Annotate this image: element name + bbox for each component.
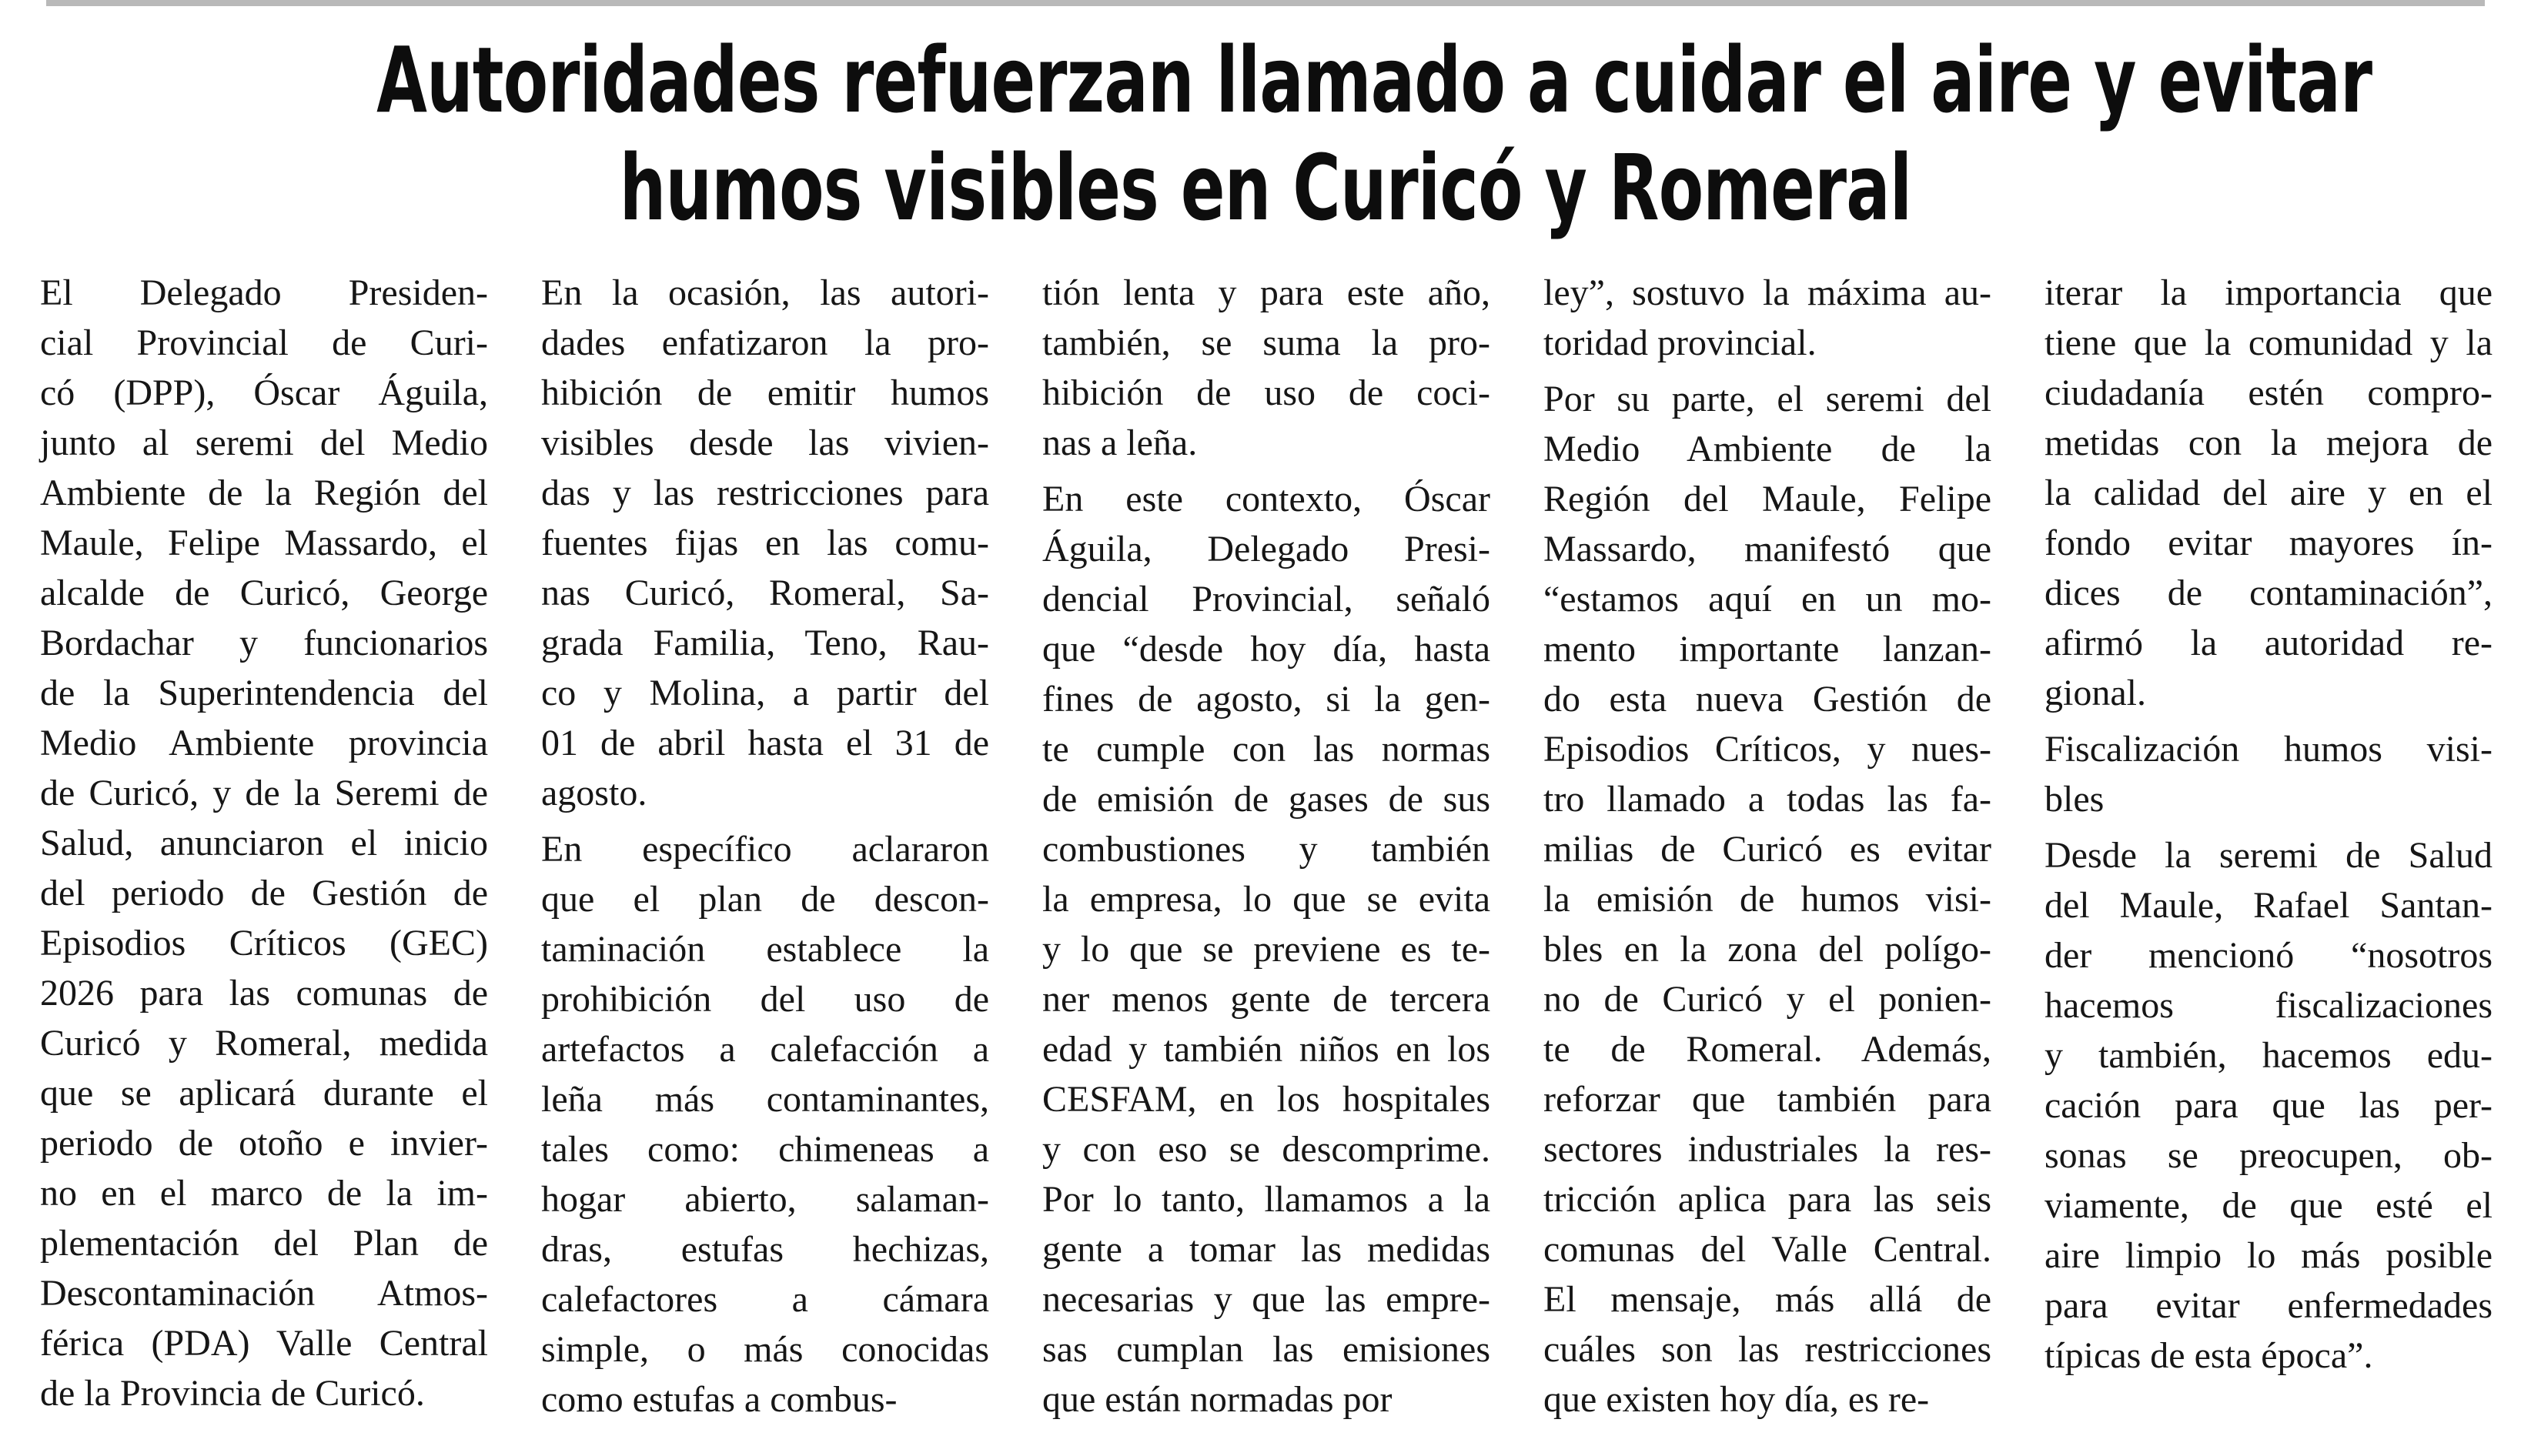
text-line: que existen hoy día, es re- [1543, 1379, 1930, 1420]
text-line: dades enfatizaron la pro- [541, 322, 989, 363]
paragraph [541, 824, 989, 1424]
paragraph [2045, 830, 2493, 1381]
text-line: que se aplicará durante el [40, 1073, 488, 1114]
article-column-3 [1042, 268, 1490, 1431]
text-line: CESFAM, en los hospitales [1042, 1079, 1490, 1120]
text-line: que “desde hoy día, hasta [1042, 629, 1490, 670]
text-line: 2026 para las comunas de [40, 973, 488, 1014]
paragraph [1543, 268, 1991, 368]
text-line: bles en la zona del polígo- [1543, 929, 1991, 970]
text-line: y con eso se descomprime. [1042, 1129, 1490, 1170]
article-column-5 [2045, 268, 2493, 1387]
text-line: iterar la importancia que [2045, 272, 2493, 313]
text-line: taminación establece la [541, 929, 989, 970]
text-line: dices de contaminación”, [2045, 573, 2493, 613]
text-line: gional. [2045, 673, 2146, 713]
text-line: Bordachar y funcionarios [40, 623, 488, 663]
article-column-2 [541, 268, 989, 1431]
text-line: sas cumplan las emisiones [1042, 1329, 1490, 1370]
text-line: de emisión de gases de sus [1042, 779, 1490, 820]
text-line: Medio Ambiente de la [1543, 429, 1991, 469]
text-line: como estufas a combus- [541, 1379, 898, 1420]
text-line: comunas del Valle Central. [1543, 1229, 1991, 1270]
text-line: también, se suma la pro- [1042, 322, 1490, 363]
text-line: fondo evitar mayores ín- [2045, 523, 2493, 563]
text-line: hibición de emitir humos [541, 372, 989, 413]
text-line: dencial Provincial, señaló [1042, 579, 1490, 619]
text-line: Episodios Críticos, y nues- [1543, 729, 1991, 770]
text-line: alcalde de Curicó, George [40, 573, 488, 613]
text-line: ciudadanía estén compro- [2045, 372, 2493, 413]
article-column-4 [1543, 268, 1991, 1431]
text-line: de la Provincia de Curicó. [40, 1373, 425, 1414]
text-line: Medio Ambiente provincia [40, 723, 488, 763]
text-line: la emisión de humos visi- [1543, 879, 1991, 920]
text-line: dras, estufas hechizas, [541, 1229, 989, 1270]
text-line: El mensaje, más allá de [1543, 1279, 1991, 1320]
text-line: cial Provincial de Curi- [40, 322, 488, 363]
text-line: milias de Curicó es evitar [1543, 829, 1991, 870]
text-line: der mencionó “nosotros [2045, 935, 2493, 976]
paragraph [2045, 724, 2493, 824]
text-line: combustiones y también [1042, 829, 1490, 870]
text-line: del Maule, Rafael Santan- [2045, 885, 2493, 926]
text-line: prohibición del uso de [541, 979, 989, 1020]
text-line: junto al seremi del Medio [40, 422, 488, 463]
paragraph [541, 268, 989, 818]
text-line: ley”, sostuvo la máxima au- [1543, 272, 1991, 313]
headline-line-2: humos visibles en Curicó y Romeral [619, 135, 1912, 241]
text-line: de Curicó, y de la Seremi de [40, 773, 488, 813]
text-line: Águila, Delegado Presi- [1042, 529, 1490, 569]
text-line: que el plan de descon- [541, 879, 989, 920]
text-line: que están normadas por [1042, 1379, 1393, 1420]
text-line: ner menos gente de tercera [1042, 979, 1490, 1020]
text-line: Episodios Críticos (GEC) [40, 923, 488, 963]
paragraph [40, 268, 488, 1418]
text-line: gente a tomar las medidas [1042, 1229, 1490, 1270]
text-line: Ambiente de la Región del [40, 473, 488, 513]
text-line: mento importante lanzan- [1543, 629, 1991, 670]
paragraph [1543, 374, 1991, 1424]
text-line: hibición de uso de coci- [1042, 372, 1490, 413]
text-line: hogar abierto, salaman- [541, 1179, 989, 1220]
text-line: necesarias y que las empre- [1042, 1279, 1490, 1320]
paragraph [1042, 268, 1490, 468]
text-line: cuáles son las restricciones [1543, 1329, 1991, 1370]
text-line: co y Molina, a partir del [541, 673, 989, 713]
text-line: no de Curicó y el ponien- [1543, 979, 1991, 1020]
headline-line-1: Autoridades refuerzan llamado a cuidar el aire y evitar [376, 27, 2372, 133]
text-line: 01 de abril hasta el 31 de [541, 723, 989, 763]
text-line: del periodo de Gestión de [40, 873, 488, 913]
text-line: nas a leña. [1042, 422, 1198, 463]
text-line: tales como: chimeneas a [541, 1129, 989, 1170]
text-line: fines de agosto, si la gen- [1042, 679, 1490, 720]
text-line: la empresa, lo que se evita [1042, 879, 1490, 920]
top-rule [46, 0, 2485, 6]
text-line: Fiscalización humos visi- [2045, 729, 2493, 770]
text-line: leña más contaminantes, [541, 1079, 989, 1120]
text-line: no en el marco de la im- [40, 1173, 488, 1214]
paragraph [2045, 268, 2493, 718]
text-line: tiene que la comunidad y la [2045, 322, 2493, 363]
text-line: En la ocasión, las autori- [541, 272, 989, 313]
text-line: El Delegado Presiden- [40, 272, 488, 313]
text-line: Descontaminación Atmos- [40, 1273, 488, 1314]
article-column-1 [40, 268, 488, 1424]
text-line: periodo de otoño e invier- [40, 1123, 488, 1164]
text-line: En específico aclararon [541, 829, 989, 870]
article-headline [376, 26, 2372, 242]
text-line: hacemos fiscalizaciones [2045, 985, 2493, 1026]
text-line: Curicó y Romeral, medida [40, 1023, 488, 1064]
text-line: fuentes fijas en las comu- [541, 523, 989, 563]
text-line: para evitar enfermedades [2045, 1285, 2493, 1326]
text-line: plementación del Plan de [40, 1223, 488, 1264]
text-line: nas Curicó, Romeral, Sa- [541, 573, 989, 613]
text-line: cación para que las per- [2045, 1085, 2493, 1126]
text-line: Salud, anunciaron el inicio [40, 823, 488, 863]
text-line: calefactores a cámara [541, 1279, 989, 1320]
text-line: artefactos a calefacción a [541, 1029, 989, 1070]
text-line: y lo que se previene es te- [1042, 929, 1490, 970]
text-line: Desde la seremi de Salud [2045, 835, 2493, 876]
text-line: te cumple con las normas [1042, 729, 1490, 770]
paragraph [1042, 474, 1490, 1424]
text-line: y también, hacemos edu- [2045, 1035, 2493, 1076]
text-line: “estamos aquí en un mo- [1543, 579, 1991, 619]
text-line: có (DPP), Óscar Águila, [40, 372, 488, 413]
text-line: toridad provincial. [1543, 322, 1817, 363]
text-line: Maule, Felipe Massardo, el [40, 523, 488, 563]
text-line: simple, o más conocidas [541, 1329, 989, 1370]
text-line: sonas se preocupen, ob- [2045, 1135, 2493, 1176]
text-line: reforzar que también para [1543, 1079, 1991, 1120]
text-line: das y las restricciones para [541, 473, 989, 513]
text-line: la calidad del aire y en el [2045, 473, 2493, 513]
text-line: do esta nueva Gestión de [1543, 679, 1991, 720]
text-line: Massardo, manifestó que [1543, 529, 1991, 569]
text-line: te de Romeral. Además, [1543, 1029, 1991, 1070]
text-line: afirmó la autoridad re- [2045, 623, 2493, 663]
article-body [40, 268, 2493, 1422]
text-line: visibles desde las vivien- [541, 422, 989, 463]
text-line: tricción aplica para las seis [1543, 1179, 1991, 1220]
text-line: agosto. [541, 773, 647, 813]
text-line: sectores industriales la res- [1543, 1129, 1991, 1170]
text-line: edad y también niños en los [1042, 1029, 1490, 1070]
text-line: Por lo tanto, llamamos a la [1042, 1179, 1490, 1220]
text-line: Por su parte, el seremi del [1543, 379, 1991, 419]
text-line: típicas de esta época”. [2045, 1335, 2373, 1376]
text-line: bles [2045, 779, 2105, 820]
text-line: Región del Maule, Felipe [1543, 479, 1991, 519]
text-line: En este contexto, Óscar [1042, 479, 1490, 519]
text-line: viamente, de que esté el [2045, 1185, 2493, 1226]
text-line: tión lenta y para este año, [1042, 272, 1490, 313]
text-line: metidas con la mejora de [2045, 422, 2493, 463]
text-line: tro llamado a todas las fa- [1543, 779, 1991, 820]
text-line: aire limpio lo más posible [2045, 1235, 2493, 1276]
text-line: de la Superintendencia del [40, 673, 488, 713]
text-line: férica (PDA) Valle Central [40, 1323, 488, 1364]
text-line: grada Familia, Teno, Rau- [541, 623, 989, 663]
